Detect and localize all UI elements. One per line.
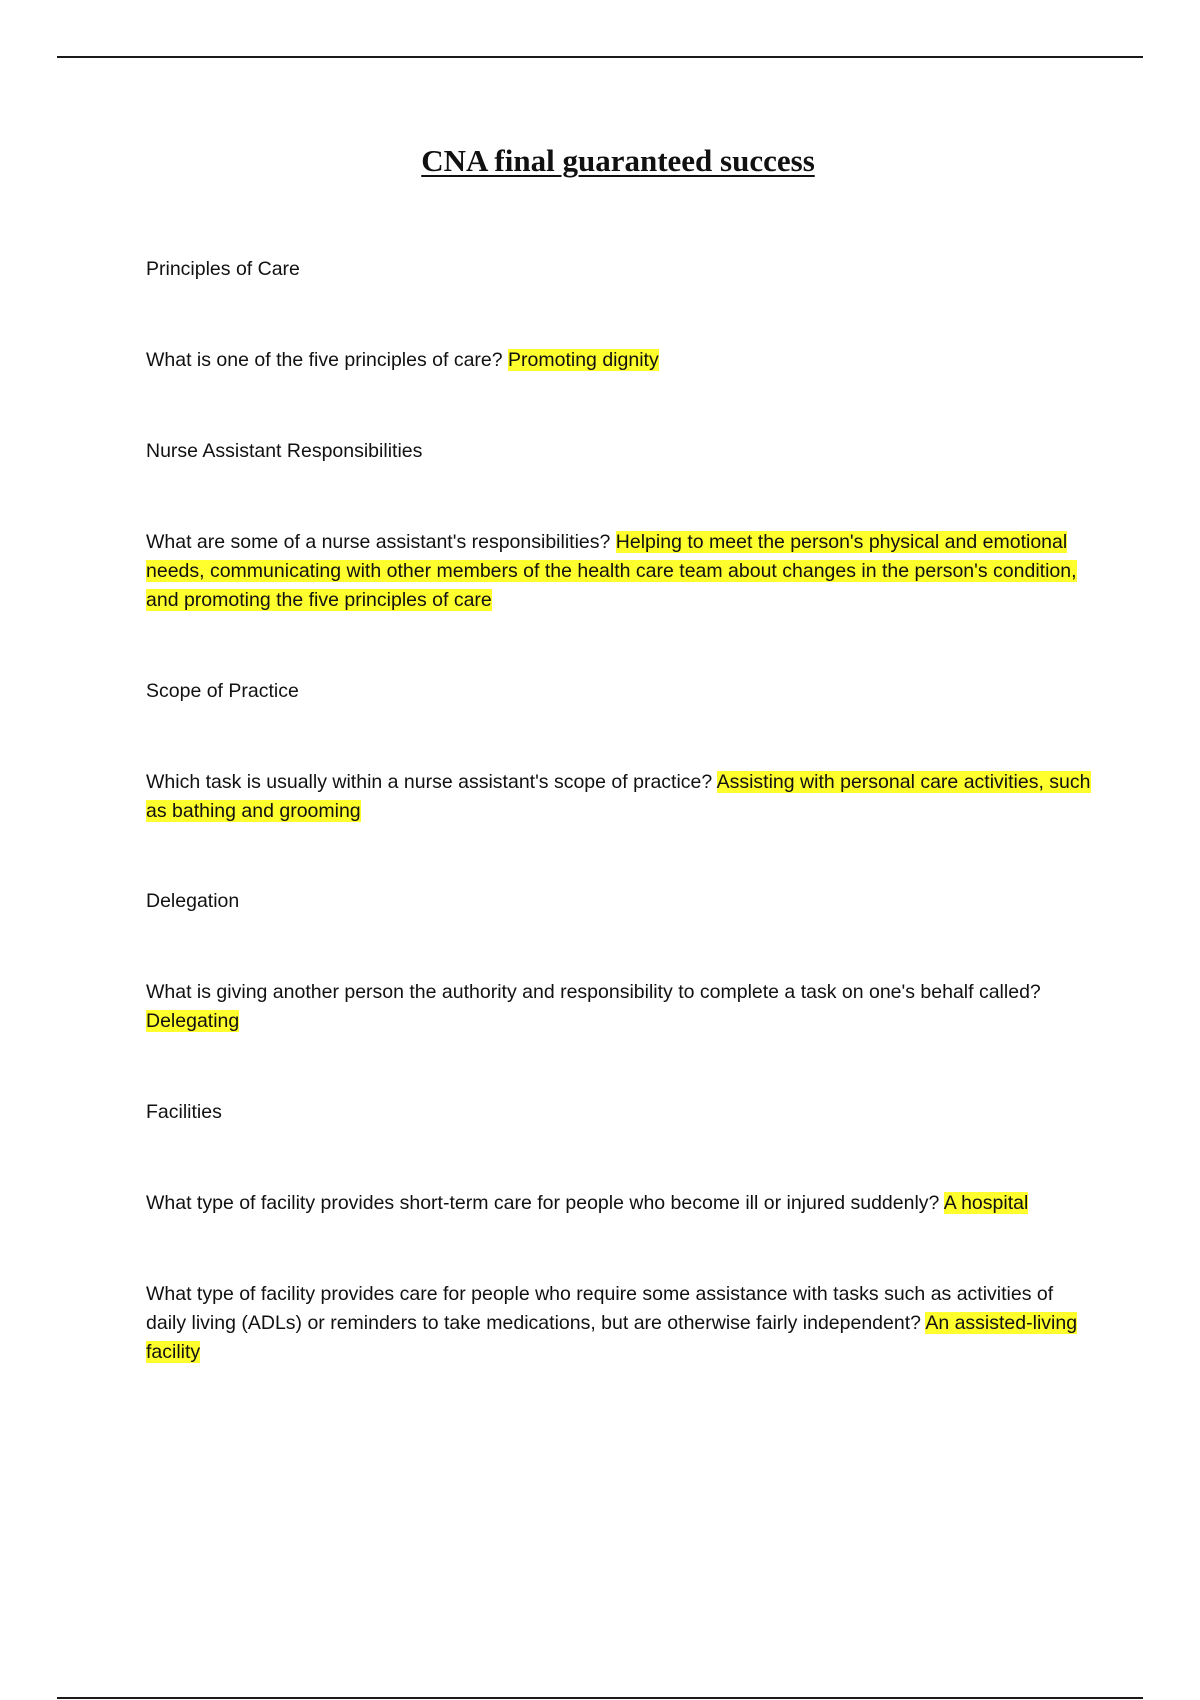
question-text: What is one of the five principles of care? [146, 349, 503, 371]
question-text: Which task is usually within a nurse assistant's scope of practice? [146, 771, 713, 793]
top-rule [57, 56, 1143, 58]
section-heading-nurse-assistant-responsibilities: Nurse Assistant Responsibilities [146, 440, 423, 462]
section-heading-scope-of-practice: Scope of Practice [146, 680, 299, 702]
section-heading-principles-of-care: Principles of Care [146, 258, 300, 280]
question-text: What is giving another person the authority and responsibility to complete a task on one's behalf called? [146, 981, 1041, 1003]
question-text: What are some of a nurse assistant's responsibilities? [146, 531, 611, 553]
qa-item-principles-of-care [146, 346, 1096, 375]
answer-highlight: Promoting dignity [508, 349, 659, 371]
bottom-rule [57, 1697, 1143, 1699]
section-heading-facilities: Facilities [146, 1101, 222, 1123]
document-title: CNA final guaranteed success [421, 143, 815, 178]
answer-highlight: Helping to meet the person's physical and emotional needs, communicating with other members of the health care team about changes in the person's condition, and promoting the five principles of care [146, 531, 1077, 611]
qa-item-delegation [146, 978, 1096, 1036]
question-text: What type of facility provides care for people who require some assistance with tasks such as activities of daily living (ADLs) or reminders to take medications, but are otherwise fairly independent? [146, 1283, 1054, 1334]
qa-item-responsibilities [146, 528, 1096, 615]
answer-highlight: An assisted-living facility [146, 1312, 1078, 1363]
answer-highlight: A hospital [943, 1192, 1029, 1214]
qa-item-assisted-living [146, 1280, 1096, 1367]
qa-item-hospital [146, 1189, 1096, 1218]
answer-highlight: Assisting with personal care activities, such as bathing and grooming [146, 771, 1091, 822]
answer-highlight: Delegating [146, 1010, 240, 1032]
qa-item-scope-of-practice [146, 768, 1096, 826]
question-text: What type of facility provides short-term care for people who become ill or injured suddenly? [146, 1192, 940, 1214]
section-heading-delegation: Delegation [146, 890, 240, 912]
